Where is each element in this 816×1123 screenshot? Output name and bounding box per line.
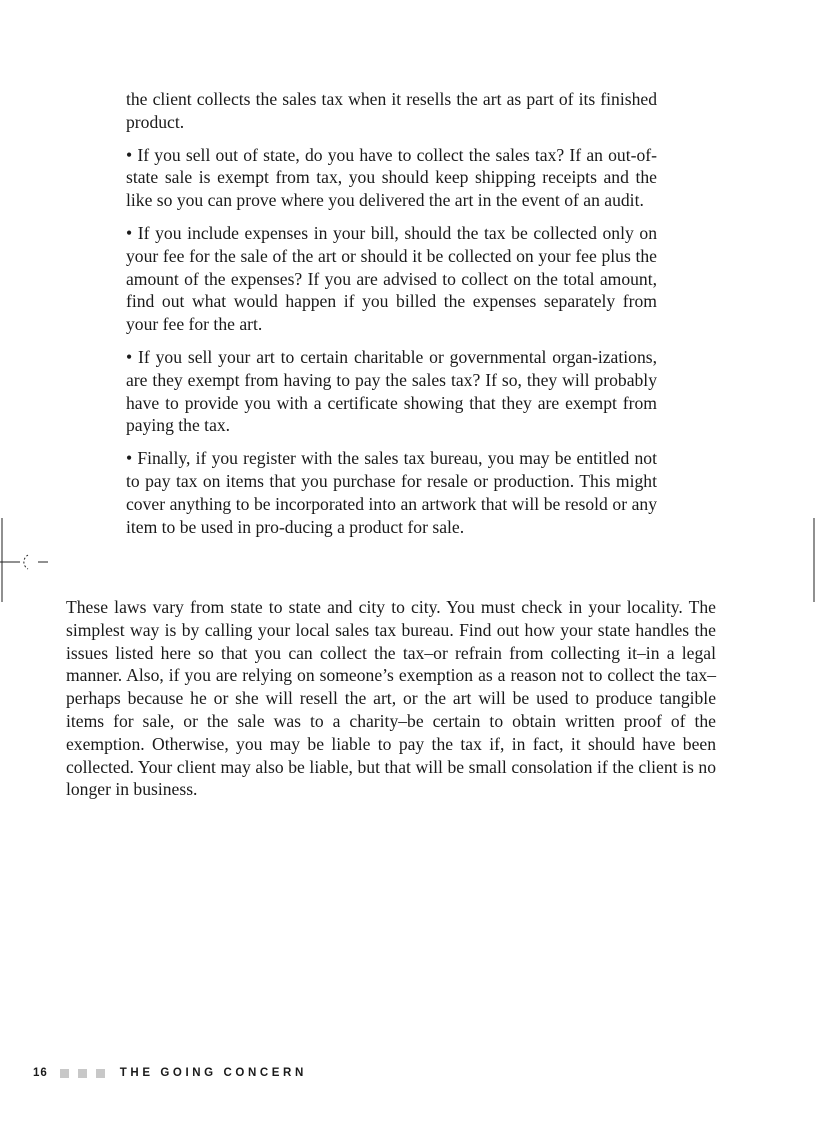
bullet-paragraph-out-of-state: • If you sell out of state, do you have to collect the sales tax? If an out-of-state sale is exempt from tax, you should keep shipping receipts and the like so you can prove where you delivered the art in the event of an audit. [126, 144, 657, 211]
running-title: THE GOING CONCERN [119, 1067, 307, 1079]
page-footer [33, 1067, 307, 1079]
footer-square-icon [78, 1069, 87, 1078]
indented-list [126, 88, 657, 548]
bullet-paragraph-charitable: • If you sell your art to certain charitable or governmental organ-izations, are they exempt from having to pay the sales tax? If so, they will probably have to provide you with a certificate showing that they are exempt from paying the tax. [126, 346, 657, 436]
crop-mark-right [812, 518, 816, 602]
page-number: 16 [33, 1067, 48, 1079]
footer-square-icon [60, 1069, 69, 1078]
bullet-paragraph-expenses: • If you include expenses in your bill, should the tax be collected only on your fee for the sale of the art or should it be collected on your fee plus the amount of the expenses? If you are advised to collect on the total amount, find out what would happen if you billed the expenses separately from your fee for the art. [126, 222, 657, 335]
bullet-paragraph-resale: • Finally, if you register with the sales tax bureau, you may be entitled not to pay tax on items that you purchase for resale or production. This might cover anything to be incorporated into an artwork that will be resold or any item to be used in pro-ducing a product for sale. [126, 448, 657, 537]
body-paragraph: These laws vary from state to state and city to city. You must check in your locality. The simplest way is by calling your local sales tax bureau. Find out how your state handles the issues listed here so that you can collect the tax–or refrain from collecting it–in a legal manner. Also, if you are relying on someone’s exemption as a reason not to collect the tax–perhaps because he or she will resell the art, or the art will be used to produce tangible items for sale, or the sale was to a charity–be certain to obtain written proof of the exemption. Otherwise, you may be liable to pay the tax if, in fact, it should have been collected. Your client may also be liable, but that will be small consolation if the client is no longer in business. [66, 597, 716, 800]
continued-paragraph: the client collects the sales tax when it resells the art as part of its finished product. [126, 89, 657, 132]
crop-mark-left [0, 518, 50, 602]
footer-square-icon [96, 1069, 105, 1078]
